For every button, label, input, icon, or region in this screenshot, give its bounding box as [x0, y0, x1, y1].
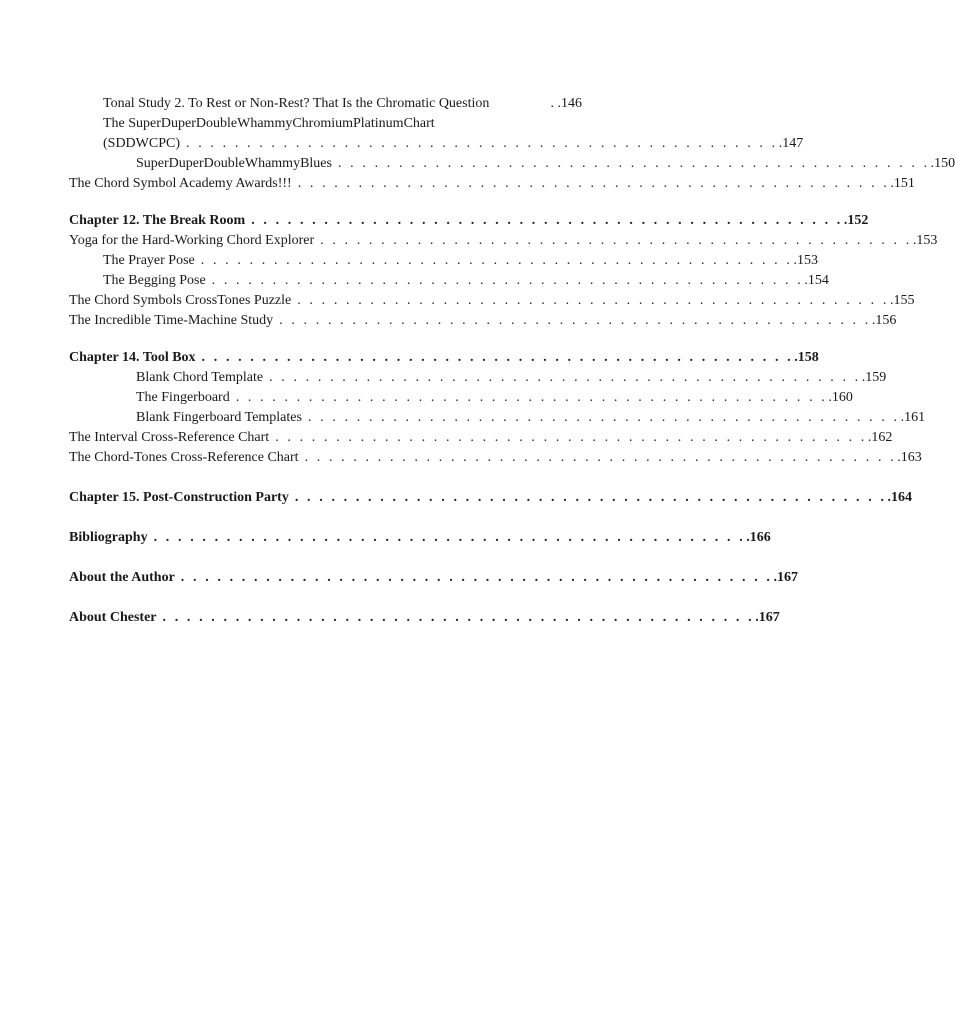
toc-chapter-title: Bibliography [69, 530, 148, 545]
dot-leader: . . . . . . . . . . . . . . . . . . . . . . . . . . . . . . . . . . . . . . . . . . . . . . . . . [200, 253, 793, 268]
dot-leader: . . . . . . . . . . . . . . . . . . . . . . . . . . . . . . . . . . . . . . . . . . . . . . . . . [201, 350, 794, 365]
toc-entry-page: .150 [930, 156, 955, 171]
toc-entry [69, 388, 853, 408]
toc-entry [69, 311, 897, 331]
toc-entry-page: .160 [828, 390, 853, 405]
toc-entry [69, 231, 938, 251]
toc-entry-page: .153 [912, 233, 938, 248]
toc-entry-page: .153 [793, 253, 818, 268]
toc-chapter-page: .158 [794, 350, 819, 365]
toc-entry-title: Yoga for the Hard-Working Chord Explorer [69, 233, 315, 248]
dot-leader: . . . . . . . . . . . . . . . . . . . . . . . . . . . . . . . . . . . . . . . . . . . . . . . . . [211, 273, 804, 288]
dot-leader: . . . . . . . . . . . . . . . . . . . . . . . . . . . . . . . . . . . . . . . . . . . . . . . . . [307, 410, 900, 425]
toc-entry-title: SuperDuperDoubleWhammyBlues [136, 156, 332, 171]
toc-entry-page: .161 [900, 410, 926, 425]
dot-leader: . . . . . . . . . . . . . . . . . . . . . . . . . . . . . . . . . . . . . . . . . . . . . . . . . [275, 430, 867, 445]
toc-entry-page: .162 [867, 430, 893, 445]
toc-entry-page: . .146 [550, 96, 582, 111]
toc-entry-page: .154 [804, 273, 829, 288]
toc-entry-title: The Chord Symbol Academy Awards!!! [69, 176, 292, 191]
toc-entry [69, 94, 582, 114]
toc-entry-page: .163 [897, 450, 922, 465]
toc-entry-title: Blank Chord Template [136, 370, 264, 385]
toc-entry-page: .156 [871, 313, 897, 328]
toc-chapter [69, 348, 819, 368]
toc-entry-title: The Begging Pose [103, 273, 206, 288]
toc-chapter-page: .164 [887, 490, 913, 505]
toc-entry [69, 408, 926, 428]
toc-entry [69, 428, 893, 448]
toc-chapter-title: Chapter 15. Post-Construction Party [69, 490, 289, 505]
dot-leader: . . . . . . . . . . . . . . . . . . . . . . . . . . . . . . . . . . . . . . . . . . . . . . . . . [251, 213, 843, 228]
toc-chapter-page: .167 [773, 570, 798, 585]
toc-chapter-page: .166 [746, 530, 771, 545]
dot-leader: . . . . . . . . . . . . . . . . . . . . . . . . . . . . . . . . . . . . . . . . . . . . . . . . . [297, 293, 889, 308]
toc-entry [69, 134, 804, 154]
dot-leader: . . . . . . . . . . . . . . . . . . . . . . . . . . . . . . . . . . . . . . . . . . . . . . . . . [235, 390, 828, 405]
toc-entry-title-line: The SuperDuperDoubleWhammyChromiumPlatinumChart [103, 116, 435, 131]
dot-leader: . . . . . . . . . . . . . . . . . . . . . . . . . . . . . . . . . . . . . . . . . . . . . . . . . [320, 233, 912, 248]
toc-entry-page: .147 [778, 136, 804, 151]
dot-leader: . . . . . . . . . . . . . . . . . . . . . . . . . . . . . . . . . . . . . . . . . . . . . . . . . [162, 610, 755, 625]
toc-entry-title: The Incredible Time-Machine Study [69, 313, 274, 328]
toc-chapter [69, 568, 798, 588]
toc-chapter [69, 211, 869, 231]
toc-entry-title: The Chord Symbols CrossTones Puzzle [69, 293, 292, 308]
dot-leader: . . . . . . . . . . . . . . . . . . . . . . . . . . . . . . . . . . . . . . . . . . . . . . . . . [304, 450, 897, 465]
dot-leader: . . . . . . . . . . . . . . . . . . . . . . . . . . . . . . . . . . . . . . . . . . . . . . . . . [297, 176, 890, 191]
toc-entry [69, 368, 887, 388]
toc-entry-title: (SDDWCPC) [103, 136, 181, 151]
toc-chapter [69, 488, 913, 508]
toc-chapter-page: .152 [843, 213, 869, 228]
toc-chapter-title: About Chester [69, 610, 157, 625]
dot-leader: . . . . . . . . . . . . . . . . . . . . . . . . . . . . . . . . . . . . . . . . . . . . . . . . . [180, 570, 773, 585]
toc-entry [69, 174, 915, 194]
toc-entry-title: Tonal Study 2. To Rest or Non-Rest? That Is the Chromatic Question [103, 96, 490, 111]
toc-entry [69, 291, 915, 311]
dot-leader: . . . . . . . . . . . . . . . . . . . . . . . . . . . . . . . . . . . . . . . . . . . . . . . . . [279, 313, 871, 328]
toc-chapter [69, 528, 771, 548]
toc-entry-page: .159 [861, 370, 887, 385]
dot-leader: . . . . . . . . . . . . . . . . . . . . . . . . . . . . . . . . . . . . . . . . . . . . . . . . . [294, 490, 887, 505]
toc-chapter-title: About the Author [69, 570, 175, 585]
toc-entry [69, 154, 955, 174]
toc-entry-title: The Prayer Pose [103, 253, 195, 268]
toc-chapter-title: Chapter 14. Tool Box [69, 350, 196, 365]
toc-entry-page: .151 [890, 176, 915, 191]
toc-entry-title: The Chord-Tones Cross-Reference Chart [69, 450, 299, 465]
toc-entry [69, 251, 818, 271]
toc-entry [69, 448, 922, 468]
dot-leader: . . . . . . . . . . . . . . . . . . . . . . . . . . . . . . . . . . . . . . . . . . . . . . . . . [337, 156, 930, 171]
toc-entry-title: Blank Fingerboard Templates [136, 410, 302, 425]
dot-leader: . . . . . . . . . . . . . . . . . . . . . . . . . . . . . . . . . . . . . . . . . . . . . . . . . [153, 530, 746, 545]
toc-chapter-page: .167 [755, 610, 780, 625]
table-of-contents [69, 94, 955, 628]
dot-leader: . . . . . . . . . . . . . . . . . . . . . . . . . . . . . . . . . . . . . . . . . . . . . . . . . [186, 136, 778, 151]
toc-entry-page: .155 [889, 293, 915, 308]
toc-entry-title: The Fingerboard [136, 390, 230, 405]
toc-chapter [69, 608, 780, 628]
toc-entry [69, 271, 829, 291]
toc-chapter-title: Chapter 12. The Break Room [69, 213, 246, 228]
toc-entry-title: The Interval Cross-Reference Chart [69, 430, 270, 445]
dot-leader: . . . . . . . . . . . . . . . . . . . . . . . . . . . . . . . . . . . . . . . . . . . . . . . . . [269, 370, 861, 385]
